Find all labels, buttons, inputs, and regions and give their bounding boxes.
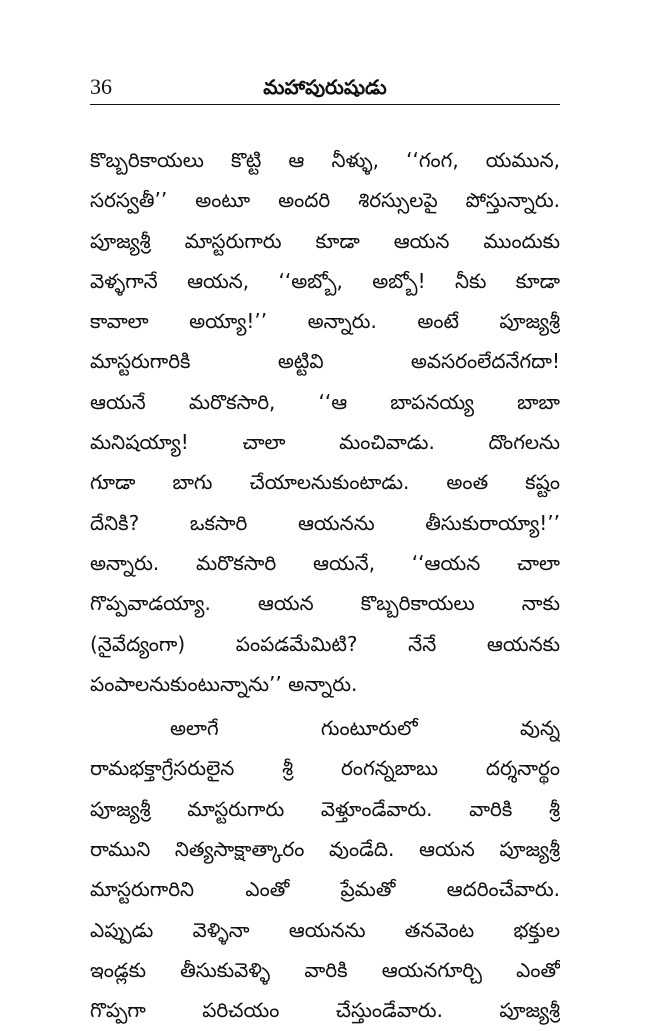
- body-text: [90, 140, 560, 1031]
- text-line: పంపాలనుకుంటున్నాను’’ అన్నారు.: [90, 671, 358, 696]
- text-line: మాస్టరుగారికి అట్టివి అవసరంలేదనేగదా!: [90, 349, 560, 374]
- text-line: ఎప్పుడు వెళ్ళినా ఆయనను తనవెంట భక్తుల: [90, 917, 560, 942]
- text-line: కావాలా అయ్యా!’’ అన్నారు. అంటే పూజ్యశ్రీ: [90, 309, 560, 334]
- text-line: మాస్టరుగారిని ఎంతో ప్రేమతో ఆదరించేవారు.: [90, 877, 560, 902]
- text-line: గొప్పగా పరిచయం చేస్తుండేవారు. పూజ్యశ్రీ: [90, 998, 560, 1023]
- text-line: (నైవేద్యంగా) పంపడమేమిటి? నేనే ఆయనకు: [90, 631, 560, 656]
- paragraph: [90, 140, 560, 704]
- text-line: రాముని నిత్యసాక్షాత్కారం వుండేది. ఆయన పూజ్యశ్రీ: [90, 837, 560, 862]
- header-rule: [90, 104, 560, 105]
- text-line: పూజ్యశ్రీ మాస్టరుగారు వెళ్తూండేవారు. వారికి శ్రీ: [90, 796, 560, 821]
- text-line: వెళ్ళగానే ఆయన, ‘‘అబ్బో, అబ్బో! నీకు కూడా: [90, 268, 560, 293]
- text-line: కొబ్బరికాయలు కొట్టి ఆ నీళ్ళు, ‘‘గంగ, యమున,: [90, 148, 560, 172]
- text-line: మనిషయ్యా! చాలా మంచివాడు. దొంగలను: [90, 430, 560, 455]
- text-line: అలాగే గుంటూరులో వున్న: [170, 716, 560, 741]
- text-line: అన్నారు. మరొకసారి ఆయనే, ‘‘ఆయన చాలా: [90, 550, 560, 575]
- text-line: గూడా బాగు చేయాలనుకుంటాడు. అంత కష్టం: [90, 470, 560, 495]
- text-line: ఆయనే మరొకసారి, ‘‘ఆ బాపనయ్య బాబా: [90, 389, 560, 414]
- page-header: [90, 74, 560, 100]
- page-number: 36: [90, 74, 112, 99]
- text-line: గొప్పవాడయ్యా. ఆయన కొబ్బరికాయలు నాకు: [90, 591, 560, 616]
- running-head: మహాపురుషుడు: [263, 75, 387, 99]
- text-line: పూజ్యశ్రీ మాస్టరుగారు కూడా ఆయన ముందుకు: [90, 228, 560, 253]
- text-line: సరస్వతీ’’ అంటూ అందరి శిరస్సులపై పోస్తున్నారు.: [90, 188, 560, 213]
- text-line: దేనికి? ఒకసారి ఆయనను తీసుకురాయ్యా!’’: [90, 510, 560, 535]
- text-line: ఇండ్లకు తీసుకువెళ్ళి వారికి ఆయనగూర్చి ఎంతో: [90, 957, 560, 982]
- paragraph: [90, 708, 560, 1030]
- text-line: రామభక్తాగ్రేసరులైన శ్రీ రంగన్నబాబు దర్శనార్థం: [90, 756, 560, 781]
